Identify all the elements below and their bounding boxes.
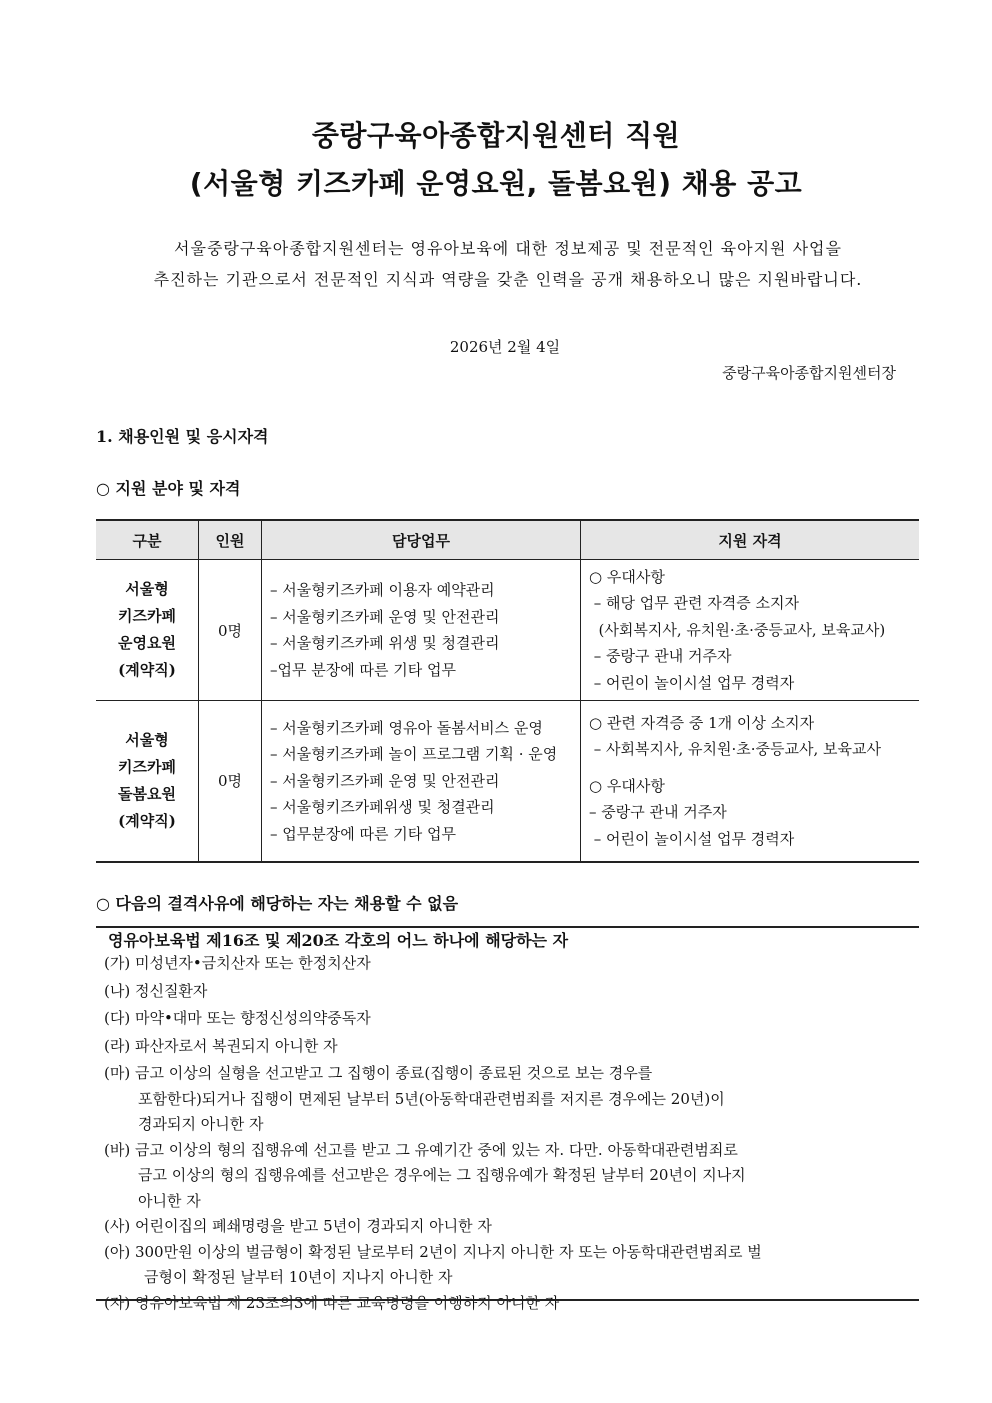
recruitment-table [96,519,919,863]
duty-item: –업무 분장에 따른 기타 업무 [270,660,456,679]
issuer-signature: 중랑구육아종합지원센터장 [722,364,896,382]
intro-line-2: 추진하는 기관으로서 전문적인 지식과 역량을 갖춘 인력을 공개 채용하오니 많은 지원바랍니다. [153,270,863,289]
list-item: (나) 정신질환자 [104,981,208,1000]
qualification-spacer [589,763,911,773]
duty-item: – 서울형키즈카페 운영 및 안전관리 [270,771,500,790]
category-line: 키즈카페 [118,757,176,776]
page-title-line2: (서울형 키즈카페 운영요원, 돌봄요원) 채용 공고 [189,167,803,200]
disqualification-list [104,951,919,1316]
qualification-item: ○ 우대사항 [589,776,665,795]
qualifications-cell [581,560,920,701]
category-line: 운영요원 [118,634,176,652]
qualifications-cell [581,701,920,862]
intro-line-1: 서울중랑구육아종합지원센터는 영유아보육에 대한 정보제공 및 전문적인 육아지원 사업을 [174,239,842,258]
list-item: (아) 300만원 이상의 벌금형이 확정된 날로부터 2년이 지나지 아니한 자 또는 아동학대관련범죄로 벌 [104,1242,762,1261]
table-header-row [96,520,919,560]
duty-item: – 서울형키즈카페 영유아 돌봄서비스 운영 [270,718,543,737]
category-line: 서울형 [125,730,169,749]
qualification-item: – 중랑구 관내 거주자 [589,803,727,821]
qualification-item: – 사회복지사, 유치원·초·중등교사, 보육교사 [589,740,881,758]
category-line: 키즈카페 [118,607,176,625]
qualification-item: (사회복지사, 유치원·초·중등교사, 보육교사) [589,620,886,639]
list-item: (라) 파산자로서 복권되지 아니한 자 [104,1036,338,1055]
qualification-item: – 어린이 놀이시설 업무 경력자 [589,673,795,692]
list-item-continuation: 포함한다)되거나 집행이 면제된 날부터 5년(아동학대관련범죄를 저지른 경우에는 20년)이 [138,1089,725,1108]
header-count: 인원 [199,520,262,560]
subsection-heading-fields: ○ 지원 분야 및 자격 [96,479,241,498]
list-item: (바) 금고 이상의 형의 집행유예 선고를 받고 그 유예기간 중에 있는 자. 다만. 아동학대관련범죄로 [104,1140,738,1159]
qualification-item: – 어린이 놀이시설 업무 경력자 [589,829,795,848]
qualification-item: ○ 관련 자격증 중 1개 이상 소지자 [589,713,815,732]
header-category: 구분 [96,520,199,560]
table-row-operations [96,560,919,701]
list-item-continuation: 아니한 자 [138,1191,201,1210]
duty-item: – 서울형키즈카페 이용자 예약관리 [270,581,495,599]
list-item: (자) 영유아보육법 제 23조의3에 따른 교육명령을 이행하지 아니한 자 [104,1293,560,1312]
disqualification-law-header: 영유아보육법 제16조 및 제20조 각호의 어느 하나에 해당하는 자 [108,931,569,950]
header-duties: 담당업무 [262,520,581,560]
list-item: (다) 마약•대마 또는 향정신성의약중독자 [104,1009,371,1027]
category-line: 서울형 [125,580,169,598]
table-row-care [96,701,919,862]
duty-item: – 서울형키즈카페 놀이 프로그램 기획 · 운영 [270,745,558,763]
duties-cell [262,560,581,701]
duties-cell [262,701,581,862]
page-title-line1: 중랑구육아종합지원센터 직원 [311,119,681,152]
list-item-continuation: 금형이 확정된 날부터 10년이 지나지 아니한 자 [144,1268,453,1286]
duty-item: – 서울형키즈카페위생 및 청결관리 [270,798,495,816]
list-item: (사) 어린이집의 폐쇄명령을 받고 5년이 경과되지 아니한 자 [104,1217,492,1235]
header-qualifications: 지원 자격 [581,520,920,560]
category-cell [96,560,199,701]
list-item: (마) 금고 이상의 실형을 선고받고 그 집행이 종료(집행이 종료된 것으로 보는 경우를 [104,1064,653,1082]
duty-item: – 서울형키즈카페 위생 및 청결관리 [270,634,500,652]
announcement-date: 2026년 2월 4일 [449,338,561,356]
count-cell: 0명 [199,701,262,862]
category-line: (계약직) [118,811,176,830]
count-cell: 0명 [199,560,262,701]
list-item-continuation: 금고 이상의 형의 집행유예를 선고받은 경우에는 그 집행유예가 확정된 날부터 20년이 지나지 [138,1166,746,1184]
section-heading-recruitment: 1. 채용인원 및 응시자격 [96,427,269,446]
duty-item: – 서울형키즈카페 운영 및 안전관리 [270,607,500,626]
category-line: 돌봄요원 [118,784,176,803]
category-line: (계약직) [118,661,176,679]
disqualification-heading: ○ 다음의 결격사유에 해당하는 자는 채용할 수 없음 [96,894,459,913]
disqualification-bottom-rule [96,1299,919,1301]
qualification-item: ○ 우대사항 [589,567,665,586]
qualification-item: – 중랑구 관내 거주자 [589,647,732,666]
intro-paragraph [96,233,920,295]
qualification-item: – 해당 업무 관련 자격증 소지자 [589,594,799,613]
duty-item: – 업무분장에 따른 기타 업무 [270,824,456,843]
list-item: (가) 미성년자•금치산자 또는 한정치산자 [104,954,371,972]
category-cell [96,701,199,862]
list-item-continuation: 경과되지 아니한 자 [138,1115,264,1133]
